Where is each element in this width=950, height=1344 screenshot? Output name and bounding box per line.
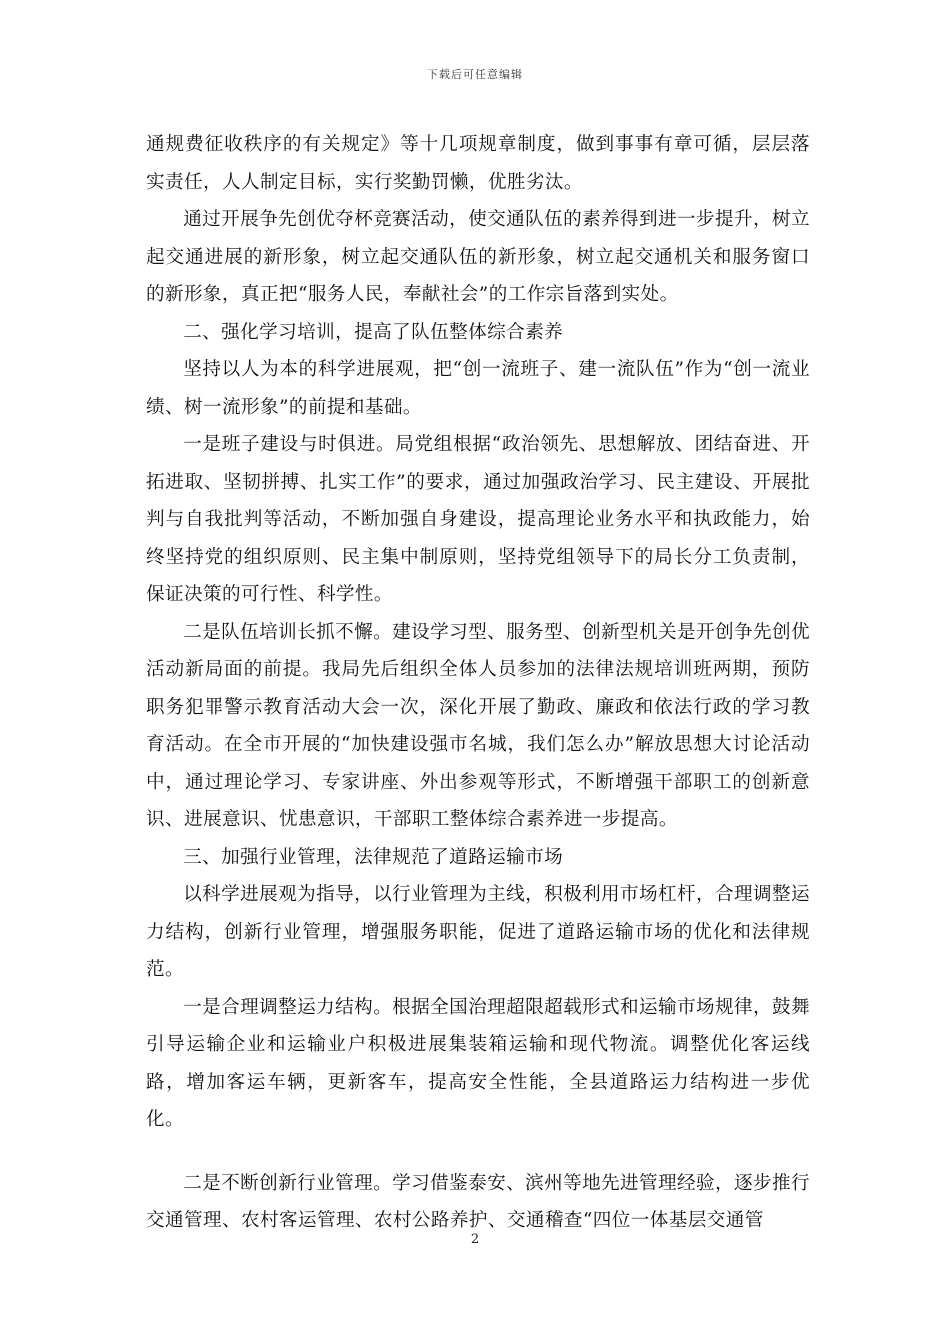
paragraph-6: 以科学进展观为指导，以行业管理为主线，积极利用市场杠杆，合理调整运力结构，创新行业管理，增强服务职能，促进了道路运输市场的优化和法律规范。	[146, 884, 810, 980]
paragraph-3: 坚持以人为本的科学进展观，把“创一流班子、建一流队伍”作为“创一流业绩、树一流形象”的前提和基础。	[146, 359, 810, 418]
paragraph-5: 二是队伍培训长抓不懈。建设学习型、服务型、创新型机关是开创争先创优活动新局面的前提。我局先后组织全体人员参加的法律法规培训班两期，预防职务犯罪警示教育活动大会一次，深化开展了勤政、廉政和依法行政的学习教育活动。在全市开展的“加快建设强市名城，我们怎么办”解放思想大讨论活动中，通过理论学习、专家讲座、外出参观等形式，不断增强干部职工的创新意识、进展意识、忧患意识，干部职工整体综合素养进一步提高。	[146, 621, 810, 830]
paragraph-8: 二是不断创新行业管理。学习借鉴泰安、滨州等地先进管理经验，逐步推行交通管理、农村客运管理、农村公路养护、交通稽查“四位一体基层交通管	[146, 1172, 810, 1231]
section-heading-3: 三、加强行业管理，法律规范了道路运输市场	[183, 846, 564, 868]
page-number: 2	[470, 1232, 480, 1247]
paragraph-1: 通规费征收秩序的有关规定》等十几项规章制度，做到事事有章可循，层层落实责任，人人制定目标，实行奖勤罚懒，优胜劣汰。	[146, 134, 810, 193]
section-heading-2: 二、强化学习培训，提高了队伍整体综合素养	[183, 321, 564, 343]
paragraph-gap	[146, 1139, 810, 1165]
paragraph-7: 一是合理调整运力结构。根据全国治理超限超载形式和运输市场规律，鼓舞引导运输企业和运输业户积极进展集装箱运输和现代物流。调整优化客运线路，增加客运车辆，更新客车，提高安全性能，全县道路运力结构进一步优化。	[146, 996, 810, 1130]
paragraph-2: 通过开展争先创优夺杯竞赛活动，使交通队伍的素养得到进一步提升，树立起交通进展的新形象，树立起交通队伍的新形象，树立起交通机关和服务窗口的新形象，真正把“服务人民，奉献社会”的工作宗旨落到实处。	[146, 209, 810, 305]
paragraph-4: 一是班子建设与时俱进。局党组根据“政治领先、思想解放、团结奋进、开拓进取、坚韧拼搏、扎实工作”的要求，通过加强政治学习、民主建设、开展批判与自我批判等活动，不断加强自身建设，提高理论业务水平和执政能力，始终坚持党的组织原则、民主集中制原则，坚持党组领导下的局长分工负责制，保证决策的可行性、科学性。	[146, 434, 810, 605]
document-body	[146, 126, 810, 1240]
page-header: 下载后可任意编辑	[427, 68, 523, 81]
